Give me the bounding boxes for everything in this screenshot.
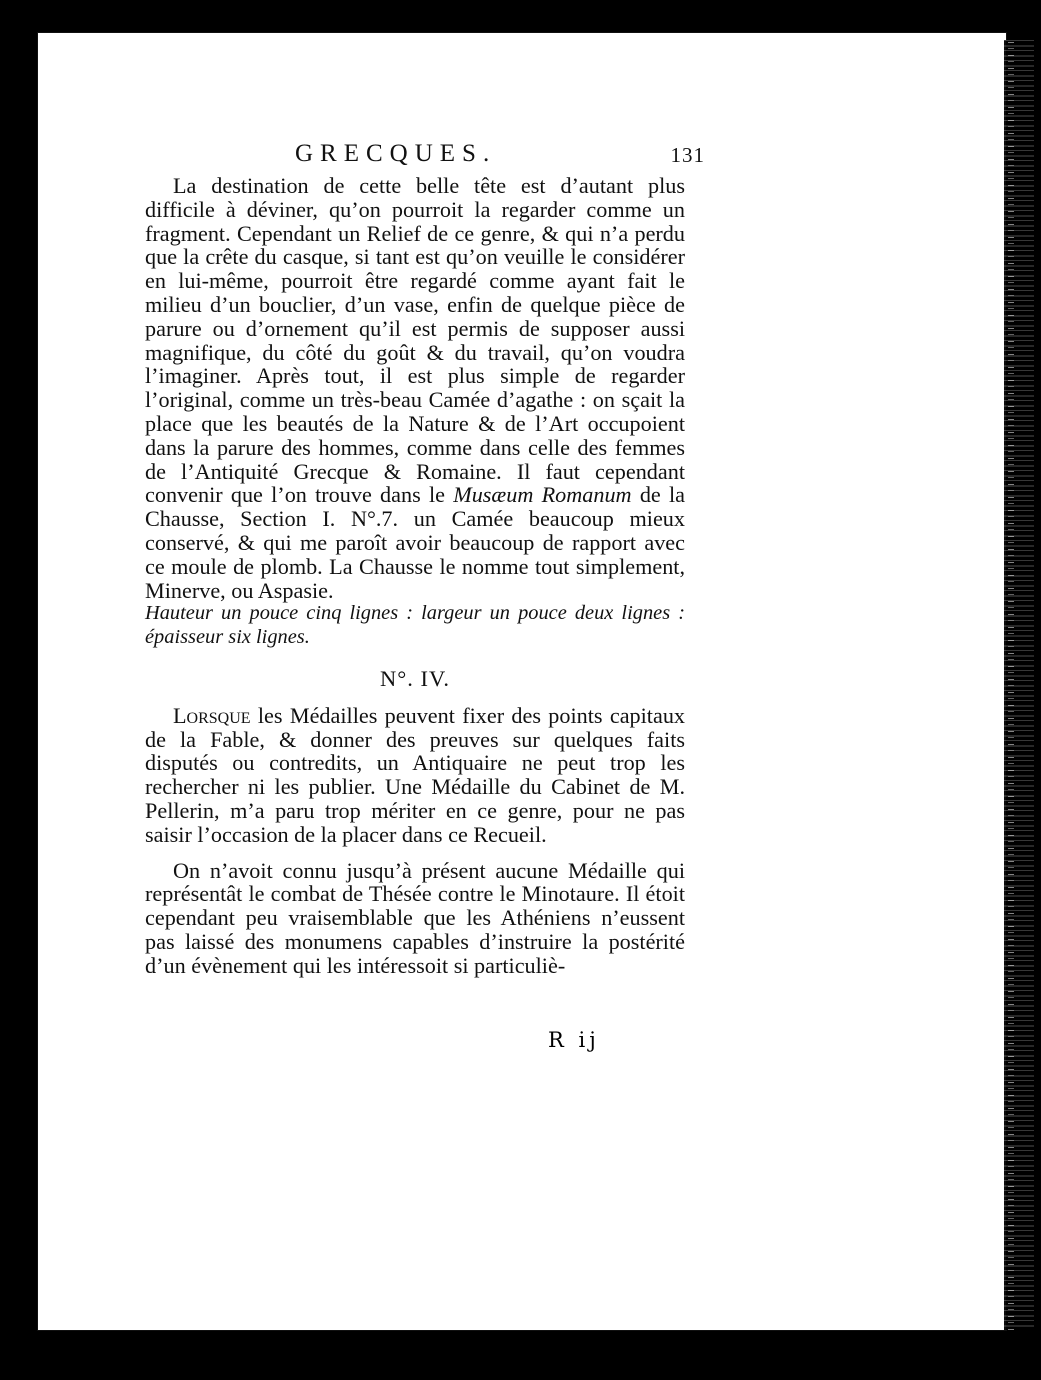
dimensions-note: Hauteur un pouce cinq lignes : largeur un pouce deux lignes : épaisseur six lignes.	[145, 602, 685, 649]
paragraph-2-text: les Médailles peuvent fixer des points capitaux de la Fable, & donner des preuves sur quelques faits disputés ou contredits, un Antiquaire ne peut trop les rechercher ni les publier. Une Médaille du Cabinet de M. Pellerin, m’a paru trop mériter en ce genre, pour ne pas saisir l’occasion de la placer dans ce Recueil.	[145, 702, 686, 847]
page-text-block	[145, 138, 705, 978]
page-header	[145, 138, 705, 168]
section-title: N°. IV.	[380, 665, 450, 691]
paragraph-1-text: La destination de cette belle tête est d’autant plus difficile à déviner, qu’on pourroit la regarder comme un fragment. Cependant un Relief de ce genre, & qui n’a perdu que la crête du casque, si tant est qu’on veuille le considérer en lui-même, pourroit être regardé comme ayant fait le milieu d’un bouclier, d’un vase, enfin de quelque pièce de parure ou d’ornement qu’il est permis de supposer aussi magnifique, du côté du goût & du travail, qu’on voudra l’imaginer. Après tout, il est plus simple de regarder l’original, comme un très-beau Camée d’agathe : on sçait la place que les beautés de la Nature & de l’Art occupoient dans la parure des hommes, comme dans celle des femmes de l’Antiquité Grecque & Romaine. Il faut cependant convenir que l’on trouve dans le	[145, 173, 685, 508]
paragraph-3: On n’avoit connu jusqu’à présent aucune Médaille qui représentât le combat de Thésée contre le Minotaure. Il étoit cependant peu vraisemblable que les Athéniens n’eussent pas laissé des monumens capables d’instruire la postérité d’un évènement qui les intéressoit si particuliè-	[145, 857, 685, 978]
paragraph-1	[145, 174, 685, 602]
lead-word: Lorsque	[173, 702, 251, 728]
book-title-italic: Musæum Romanum	[453, 482, 632, 508]
paragraph-2	[145, 704, 685, 847]
running-head: GRECQUES.	[295, 140, 497, 167]
page-number: 131	[670, 143, 705, 167]
signature-mark: R ij	[548, 1028, 600, 1052]
paragraph-1-end: de la Chausse, Section I. N°.7. un Camée beaucoup mieux conservé, & qui me paroît avoir beaucoup de rapport avec ce moule de plomb. La Chausse le nomme tout simplement, Minerve, ou Aspasie.	[145, 482, 686, 603]
scan-page-edge	[1004, 40, 1034, 1330]
